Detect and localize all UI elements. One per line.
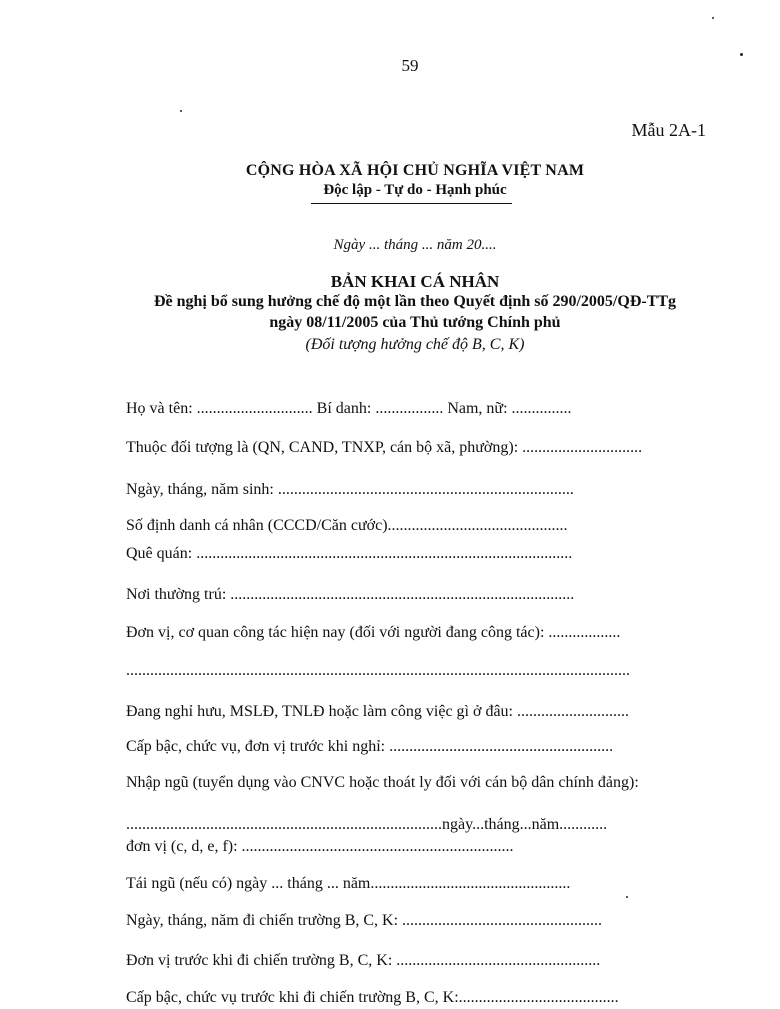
form-code: Mẫu 2A-1: [631, 120, 706, 140]
scan-speck: [740, 53, 743, 56]
subtitle-line-1: Đề nghị bổ sung hưởng chế độ một lần theo Quyết định số 290/2005/QĐ-TTg: [153, 293, 677, 310]
nation-heading: CỘNG HÒA XÃ HỘI CHỦ NGHĨA VIỆT NAM: [245, 162, 585, 179]
field-unit: đơn vị (c, d, e, f): ....................................................................: [126, 838, 514, 855]
field-current-workplace-cont: ..............................................................................................................................: [126, 662, 630, 679]
field-battlefield-date: Ngày, tháng, năm đi chiến trường B, C, K: ..................................................: [126, 912, 603, 929]
motto-underline: [311, 203, 512, 204]
field-current-workplace: Đơn vị, cơ quan công tác hiện nay (đối với người đang công tác): ..................: [126, 624, 621, 641]
field-retirement-status: Đang nghỉ hưu, MSLĐ, TNLĐ hoặc làm công việc gì ở đâu: ............................: [126, 703, 629, 720]
date-line: Ngày ... tháng ... năm 20....: [333, 237, 497, 253]
scan-speck: [712, 17, 714, 19]
field-id-number: Số định danh cá nhân (CCCD/Căn cước).............................................: [126, 517, 568, 534]
field-residence: Nơi thường trú: ......................................................................................: [126, 586, 575, 603]
field-unit-before-battlefield: Đơn vị trước khi đi chiến trường B, C, K: ...................................................: [126, 952, 601, 969]
field-enlistment-date: ...............................................................................ngày...tháng...năm............: [126, 816, 608, 833]
scan-speck: [180, 110, 182, 112]
field-rank-before-battlefield: Cấp bậc, chức vụ trước khi đi chiến trường B, C, K:........................................: [126, 989, 619, 1006]
field-reenlistment: Tái ngũ (nếu có) ngày ... tháng ... năm..................................................: [126, 875, 571, 892]
field-birth-date: Ngày, tháng, năm sinh: ..........................................................................: [126, 481, 574, 498]
page-number: 59: [401, 56, 419, 75]
motto: Độc lập - Tự do - Hạnh phúc: [323, 182, 507, 198]
field-full-name: Họ và tên: ............................. Bí danh: ................. Nam, nữ: ...............: [126, 400, 572, 417]
field-hometown: Quê quán: ..............................................................................................: [126, 545, 573, 562]
field-rank-before-retirement: Cấp bậc, chức vụ, đơn vị trước khi nghỉ: ........................................................: [126, 738, 614, 755]
scan-speck: [626, 896, 628, 898]
subtitle-line-2: ngày 08/11/2005 của Thủ tướng Chính phủ: [269, 314, 561, 331]
subtitle-line-3: (Đối tượng hưởng chế độ B, C, K): [305, 336, 525, 353]
document-title: BẢN KHAI CÁ NHÂN: [330, 272, 500, 291]
field-enlistment: Nhập ngũ (tuyển dụng vào CNVC hoặc thoát ly đối với cán bộ dân chính đảng):: [126, 774, 639, 791]
field-category: Thuộc đối tượng là (QN, CAND, TNXP, cán bộ xã, phường): ..............................: [126, 439, 643, 456]
